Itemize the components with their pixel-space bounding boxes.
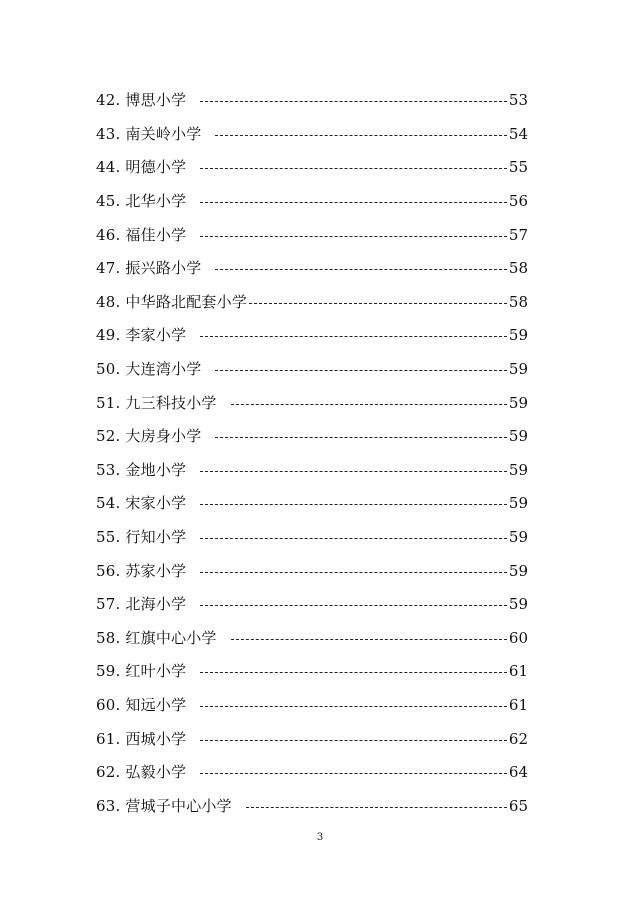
- toc-entry-label: 47. 振兴路小学: [96, 259, 202, 278]
- toc-leader-dots: [200, 672, 507, 673]
- toc-entry-label: 45. 北华小学: [96, 192, 187, 211]
- toc-entry: [96, 420, 528, 454]
- toc-page-number: 62: [508, 729, 528, 748]
- toc-entry-label: 55. 行知小学: [96, 528, 187, 547]
- toc-page-number: 57: [508, 225, 528, 244]
- toc-entry: [96, 84, 528, 118]
- toc-entry: [96, 487, 528, 521]
- toc-entry: [96, 185, 528, 219]
- toc-entry-label: 60. 知远小学: [96, 695, 187, 714]
- toc-entry: [96, 386, 528, 420]
- toc-entry-label: 52. 大房身小学: [96, 427, 202, 446]
- toc-entry-label: 59. 红叶小学: [96, 662, 187, 681]
- toc-page-number: 59: [508, 528, 528, 547]
- table-of-contents: [96, 84, 528, 823]
- toc-entry-label: 46. 福佳小学: [96, 225, 187, 244]
- toc-entry: [96, 118, 528, 152]
- toc-leader-dots: [200, 101, 507, 102]
- toc-leader-dots: [200, 572, 507, 573]
- toc-leader-dots: [215, 269, 506, 270]
- toc-leader-dots: [200, 202, 507, 203]
- toc-leader-dots: [200, 236, 507, 237]
- toc-entry: [96, 655, 528, 689]
- toc-entry: [96, 319, 528, 353]
- toc-entry: [96, 588, 528, 622]
- toc-entry: [96, 151, 528, 185]
- toc-entry: [96, 622, 528, 656]
- toc-leader-dots: [231, 404, 507, 405]
- toc-entry: [96, 252, 528, 286]
- toc-leader-dots: [231, 639, 507, 640]
- toc-page-number: 59: [508, 427, 528, 446]
- toc-leader-dots: [200, 740, 507, 741]
- toc-leader-dots: [200, 773, 507, 774]
- toc-leader-dots: [215, 135, 506, 136]
- toc-entry-label: 50. 大连湾小学: [96, 360, 202, 379]
- toc-page-number: 53: [508, 91, 528, 110]
- toc-entry: [96, 554, 528, 588]
- toc-entry: [96, 286, 528, 320]
- toc-entry-label: 42. 博思小学: [96, 91, 187, 110]
- toc-page-number: 54: [508, 124, 528, 143]
- toc-entry-label: 63. 营城子中心小学: [96, 796, 232, 815]
- toc-leader-dots: [215, 370, 506, 371]
- toc-entry-label: 62. 弘毅小学: [96, 763, 187, 782]
- toc-leader-dots: [200, 336, 507, 337]
- toc-entry-label: 56. 苏家小学: [96, 561, 187, 580]
- toc-leader-dots: [246, 807, 507, 808]
- toc-leader-dots: [200, 168, 507, 169]
- toc-page-number: 65: [508, 796, 528, 815]
- toc-page-number: 61: [508, 695, 528, 714]
- toc-leader-dots: [200, 605, 507, 606]
- toc-entry-label: 48. 中华路北配套小学: [96, 292, 248, 311]
- toc-entry-label: 43. 南关岭小学: [96, 124, 202, 143]
- toc-page-number: 59: [508, 393, 528, 412]
- toc-entry-label: 44. 明德小学: [96, 158, 187, 177]
- toc-entry-label: 61. 西城小学: [96, 729, 187, 748]
- toc-page-number: 59: [508, 326, 528, 345]
- toc-leader-dots: [200, 504, 507, 505]
- toc-page-number: 60: [508, 628, 528, 647]
- toc-entry-label: 53. 金地小学: [96, 460, 187, 479]
- toc-page-number: 58: [508, 292, 528, 311]
- toc-entry-label: 51. 九三科技小学: [96, 393, 217, 412]
- toc-entry: [96, 218, 528, 252]
- toc-leader-dots: [249, 303, 507, 304]
- toc-page-number: 55: [508, 158, 528, 177]
- toc-leader-dots: [200, 538, 507, 539]
- toc-page-number: 58: [508, 259, 528, 278]
- toc-entry: [96, 689, 528, 723]
- toc-entry: [96, 353, 528, 387]
- toc-page-number: 61: [508, 662, 528, 681]
- toc-entry: [96, 756, 528, 790]
- toc-page-number: 64: [508, 763, 528, 782]
- toc-entry: [96, 454, 528, 488]
- toc-page-number: 59: [508, 561, 528, 580]
- toc-leader-dots: [200, 706, 507, 707]
- toc-entry-label: 58. 红旗中心小学: [96, 628, 217, 647]
- toc-entry-label: 54. 宋家小学: [96, 494, 187, 513]
- toc-page-number: 59: [508, 360, 528, 379]
- toc-page-number: 59: [508, 460, 528, 479]
- toc-entry-label: 49. 李家小学: [96, 326, 187, 345]
- toc-leader-dots: [215, 437, 506, 438]
- toc-leader-dots: [200, 471, 507, 472]
- toc-entry: [96, 789, 528, 823]
- toc-page-number: 56: [508, 192, 528, 211]
- toc-page-number: 59: [508, 595, 528, 614]
- page-number: 3: [316, 832, 324, 843]
- toc-entry: [96, 521, 528, 555]
- toc-entry-label: 57. 北海小学: [96, 595, 187, 614]
- toc-entry: [96, 722, 528, 756]
- toc-page-number: 59: [508, 494, 528, 513]
